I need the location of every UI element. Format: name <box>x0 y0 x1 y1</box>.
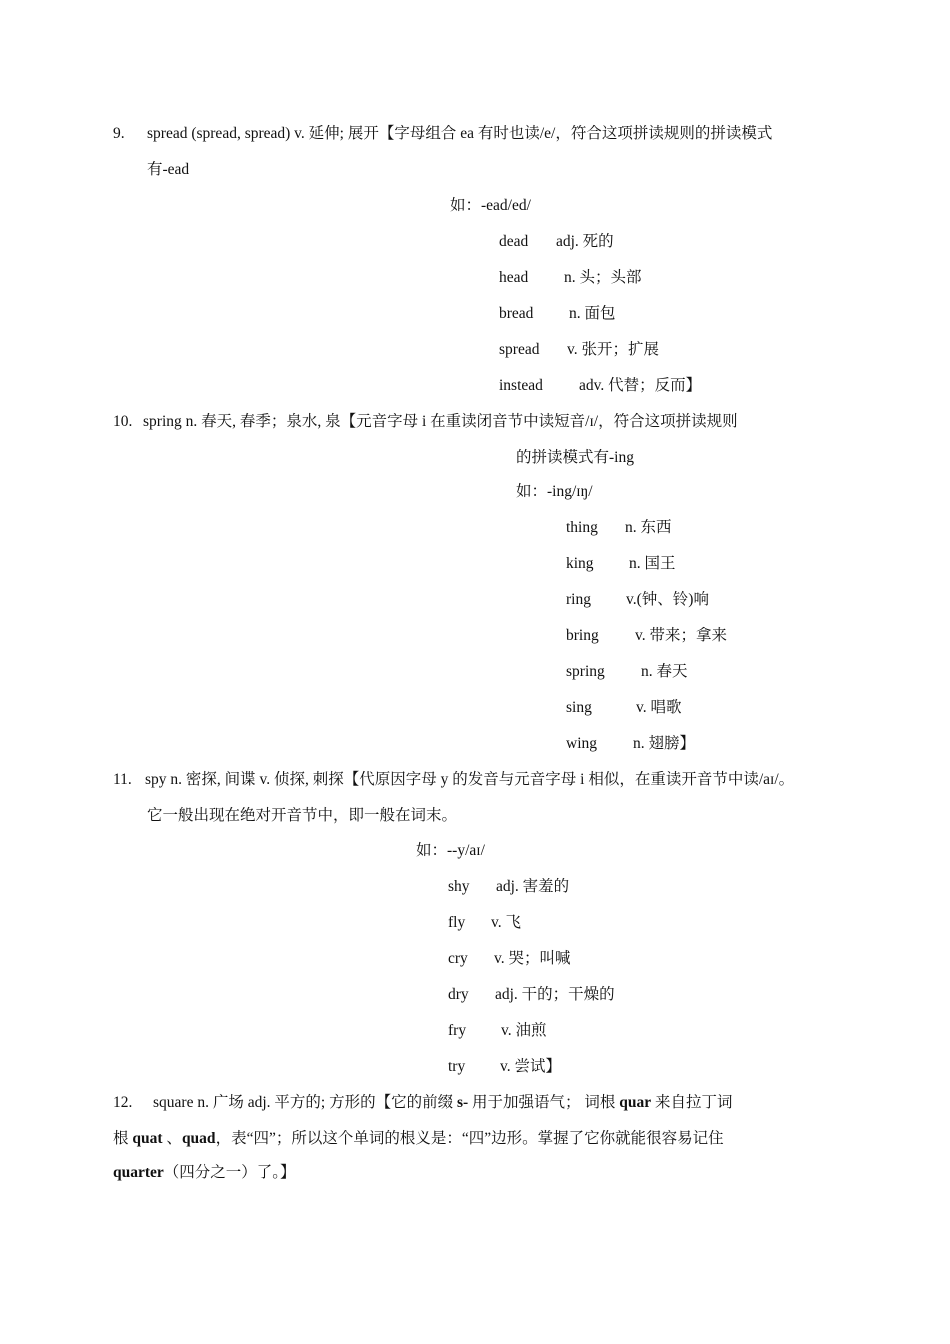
entry-10-pattern: 如：-ing/ɪŋ/ <box>516 483 593 500</box>
text-segment: 用于加强语气； 词根 <box>468 1094 620 1111</box>
entry-9-line-1: spread (spread, spread) v. 延伸; 展开【字母组合 ea 有时也读/e/，符合这项拼读规则的拼读模式 <box>147 125 773 142</box>
text-segment: （四分之一）了。】 <box>163 1164 296 1181</box>
word: dead <box>499 233 529 250</box>
entry-9-word-row <box>499 304 616 324</box>
word: shy <box>448 878 470 895</box>
entry-9-word-row <box>499 232 614 252</box>
meaning: n. 翅膀】 <box>633 735 696 752</box>
entry-10-word-row <box>566 626 727 646</box>
entry-11-word-row <box>448 949 571 969</box>
entry-9-pattern: 如：-ead/ed/ <box>450 197 531 214</box>
entry-10-word-row <box>566 734 695 754</box>
meaning: v. 飞 <box>491 914 521 931</box>
word: dry <box>448 986 469 1003</box>
entry-12-number: 12. <box>113 1094 133 1111</box>
entry-11-word-row <box>448 985 615 1005</box>
entry-11-word-row <box>448 1057 561 1077</box>
meaning: n. 面包 <box>569 305 616 322</box>
word: bring <box>566 627 599 644</box>
meaning: adj. 死的 <box>556 233 614 250</box>
word: ring <box>566 591 591 608</box>
root-bold: quat <box>132 1130 163 1147</box>
word: try <box>448 1058 466 1075</box>
meaning: v. 唱歌 <box>636 699 682 716</box>
entry-10-word-row <box>566 518 672 538</box>
word: bread <box>499 305 534 322</box>
word: fry <box>448 1022 467 1039</box>
text-segment: ，表“四”；所以这个单词的根义是：“四”边形。掌握了它你就能很容易记住 <box>215 1130 724 1147</box>
meaning: v. 尝试】 <box>500 1058 561 1075</box>
entry-9-number: 9. <box>113 125 125 142</box>
entry-9-word-row <box>499 340 659 360</box>
text-segment: 、 <box>162 1130 182 1147</box>
entry-10-word-row <box>566 590 709 610</box>
word: wing <box>566 735 597 752</box>
entry-11-line-2: 它一般出现在绝对开音节中，即一般在词末。 <box>147 807 458 824</box>
word: king <box>566 555 594 572</box>
meaning: v. 张开；扩展 <box>567 341 659 358</box>
entry-9-word-row <box>499 268 642 288</box>
meaning: n. 春天 <box>641 663 688 680</box>
entry-10-word-row <box>566 698 682 718</box>
word: sing <box>566 699 592 716</box>
meaning: n. 国王 <box>629 555 676 572</box>
entry-12-line-1 <box>153 1093 733 1113</box>
word: instead <box>499 377 543 394</box>
entry-11-word-row <box>448 1021 547 1041</box>
entry-11-pattern: 如：--y/aɪ/ <box>416 842 485 859</box>
entry-11-word-row <box>448 913 521 933</box>
word-bold: quarter <box>113 1164 164 1181</box>
text-segment: square n. 广场 adj. 平方的; 方形的【它的前缀 <box>153 1094 457 1111</box>
meaning: v. 油煎 <box>501 1022 547 1039</box>
text-segment: 来自拉丁词 <box>651 1094 733 1111</box>
root-bold: quad <box>181 1130 216 1147</box>
word: spring <box>566 663 605 680</box>
meaning: v. 带来；拿来 <box>635 627 727 644</box>
word: head <box>499 269 529 286</box>
entry-11-line-1: spy n. 密探, 间谍 v. 侦探, 刺探【代原因字母 y 的发音与元音字母 i 相似，在重读开音节中读/aɪ/。 <box>145 771 795 788</box>
word: thing <box>566 519 598 536</box>
entry-10-word-row <box>566 554 676 574</box>
entry-10-line-1: spring n. 春天, 春季；泉水, 泉【元音字母 i 在重读闭音节中读短音/ɪ/，符合这项拼读规则 <box>143 413 738 430</box>
entry-12-line-3 <box>113 1163 296 1183</box>
meaning: n. 东西 <box>625 519 672 536</box>
entry-10-number: 10. <box>113 413 133 430</box>
word: spread <box>499 341 540 358</box>
entry-9-line-2: 有-ead <box>147 161 190 178</box>
meaning: n. 头；头部 <box>564 269 642 286</box>
meaning: adj. 干的；干燥的 <box>495 986 615 1003</box>
entry-10-word-row <box>566 662 688 682</box>
prefix-bold: s- <box>456 1094 469 1111</box>
entry-11-number: 11. <box>113 771 132 788</box>
entry-12-line-2 <box>113 1129 724 1149</box>
root-bold: quar <box>619 1094 652 1111</box>
meaning: adj. 害羞的 <box>496 878 570 895</box>
text-segment: 根 <box>113 1130 133 1147</box>
meaning: adv. 代替；反而】 <box>579 377 702 394</box>
entry-9-word-row <box>499 376 701 396</box>
meaning: v. 哭；叫喊 <box>494 950 571 967</box>
word: cry <box>448 950 468 967</box>
word: fly <box>448 914 466 931</box>
entry-11-word-row <box>448 877 569 897</box>
entry-10-line-2: 的拼读模式有-ing <box>516 449 634 466</box>
meaning: v.(钟、铃)响 <box>626 591 709 608</box>
